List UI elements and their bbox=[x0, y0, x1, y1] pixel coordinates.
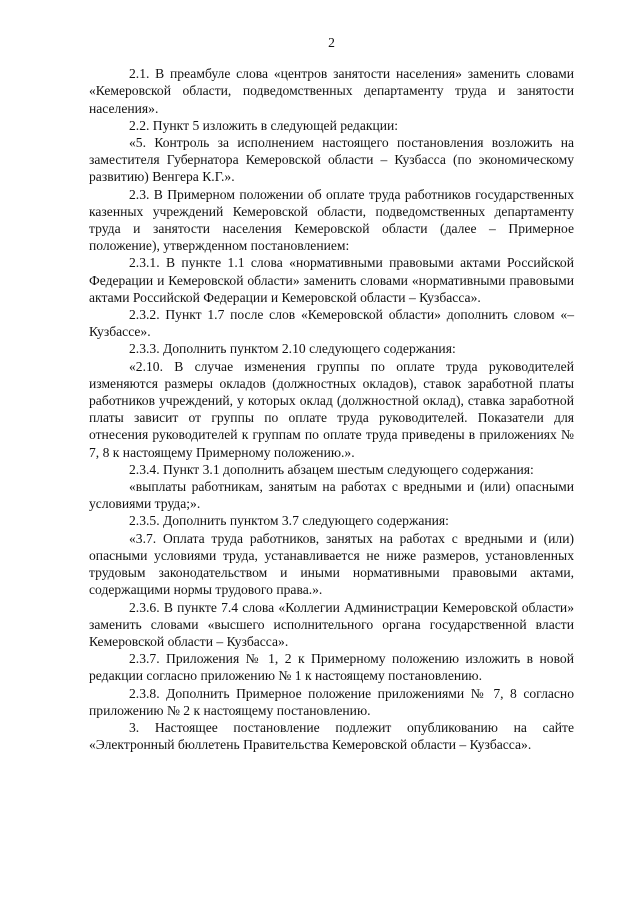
paragraph-2-3-1: 2.3.1. В пункте 1.1 слова «нормативными правовыми актами Российской Федерации и Кемеровской области» заменить словами «нормативными правовыми актами Российской Федерации и Кемеровской области – Кузбасса». bbox=[89, 255, 574, 305]
paragraph-2-3-6: 2.3.6. В пункте 7.4 слова «Коллегии Администрации Кемеровской области» заменить словами «высшего исполнительного органа государственной власти Кемеровской области – Кузбасса». bbox=[89, 599, 574, 649]
paragraph-quote-5: «5. Контроль за исполнением настоящего постановления возложить на заместителя Губернатора Кемеровской области – Кузбасса (по экономическому развитию) Венгера К.Г.». bbox=[89, 135, 574, 185]
paragraph-quote-payments: «выплаты работникам, занятым на работах с вредными и (или) опасными условиями труда;». bbox=[89, 479, 574, 512]
page-number: 2 bbox=[328, 35, 335, 50]
paragraph-2-3-5: 2.3.5. Дополнить пунктом 3.7 следующего содержания: bbox=[129, 513, 449, 529]
paragraph-2-3-7: 2.3.7. Приложения № 1, 2 к Примерному положению изложить в новой редакции согласно приложению № 1 к настоящему постановлению. bbox=[89, 651, 574, 684]
paragraph-3: 3. Настоящее постановление подлежит опубликованию на сайте «Электронный бюллетень Правительства Кемеровской области – Кузбасса». bbox=[89, 719, 574, 753]
paragraph-2-1: 2.1. В преамбуле слова «центров занятости населения» заменить словами «Кемеровской области, подведомственных департаменту труда и занятости населения». bbox=[89, 66, 574, 116]
paragraph-2-3-8: 2.3.8. Дополнить Примерное положение приложениями № 7, 8 согласно приложению № 2 к настоящему постановлению. bbox=[89, 685, 574, 718]
paragraph-2-3: 2.3. В Примерном положении об оплате труда работников государственных казенных учреждений Кемеровской области, подведомственных департаменту труда и занятости населения Кемеровской области (далее – Примерное положение), утвержденном постановлением: bbox=[89, 186, 574, 254]
paragraph-2-2: 2.2. Пункт 5 изложить в следующей редакции: bbox=[129, 117, 399, 133]
paragraph-2-3-2: 2.3.2. Пункт 1.7 после слов «Кемеровской области» дополнить словом «– Кузбассе». bbox=[89, 307, 574, 340]
paragraph-2-3-4: 2.3.4. Пункт 3.1 дополнить абзацем шестым следующего содержания: bbox=[129, 461, 534, 477]
paragraph-quote-2-10: «2.10. В случае изменения группы по оплате труда руководителей изменяются размеры окладов (должностных окладов), ставок заработной платы работников учреждений, у которых оклад (должностной оклад), ставка заработной платы зависит от группы по оплате труда руководителей. Показатели для отнесения руководителей к группам по оплате труда приведены в приложениях № 7, 8 к настоящему Примерному положению.». bbox=[89, 358, 574, 460]
paragraph-quote-3-7: «3.7. Оплата труда работников, занятых на работах с вредными и (или) опасными условиями труда, устанавливается не ниже размеров, установленных трудовым законодательством и иными нормативными правовыми актами, содержащими нормы трудового права.». bbox=[89, 530, 574, 598]
paragraph-2-3-3: 2.3.3. Дополнить пунктом 2.10 следующего содержания: bbox=[129, 341, 456, 357]
